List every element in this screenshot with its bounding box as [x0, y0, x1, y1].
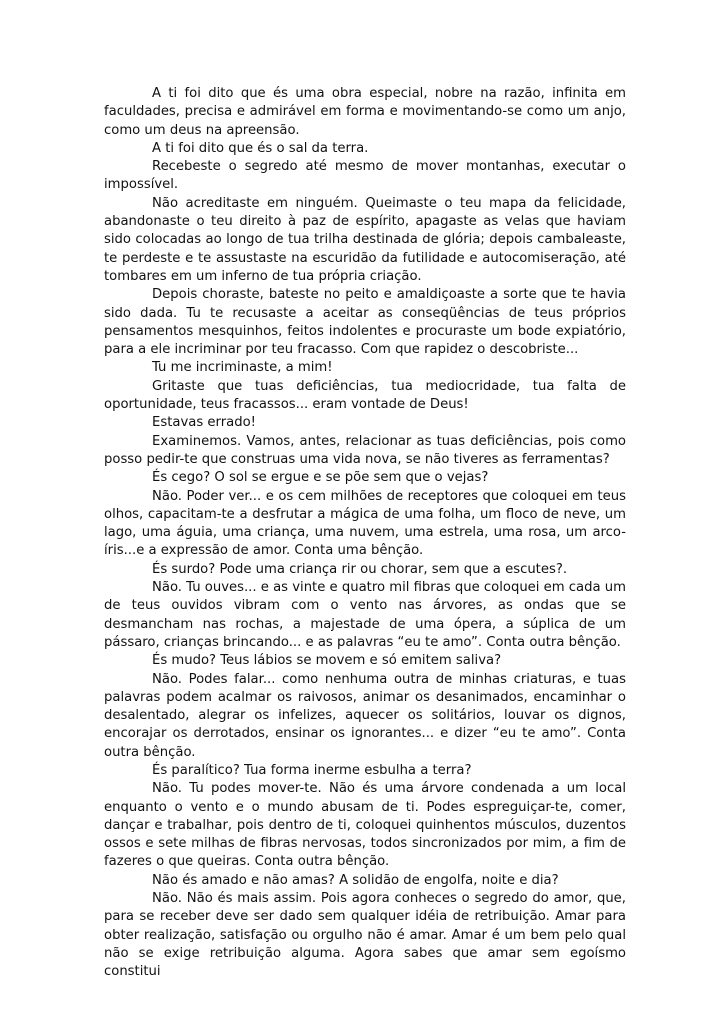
paragraph: Não és amado e não amas? A solidão de engolfa, noite e dia? — [152, 872, 559, 888]
paragraph: Tu me incriminaste, a mim! — [152, 360, 333, 376]
paragraph: A ti foi dito que és o sal da terra. — [152, 140, 369, 156]
paragraph: Não. Podes falar... como nenhuma outra de minhas criaturas, e tuas palavras podem acalmar os raivosos, animar os desanimados, encaminhar o desalentado, alegrar os infelizes, aquecer os solitários, louvar os dignos, encorajar os derrotados, ensinar os ignorantes... e dizer “eu te amo”. Conta outra bênção. — [104, 671, 626, 760]
paragraph: Depois choraste, bateste no peito e amaldiçoaste a sorte que te havia sido dada. Tu te recusaste a aceitar as conseqüências de teus próprios pensamentos mesquinhos, feitos indolentes e procuraste um bode expiatório, para a ele incriminar por teu fracasso. Com que rapidez o descobriste... — [104, 287, 626, 358]
paragraph: Não. Não és mais assim. Pois agora conheces o segredo do amor, que, para se receber deve ser dado sem qualquer idéia de retribuição. Amar para obter realização, satisfação ou orgulho não é amar. Amar é um bem pelo qual não se exige retribuição alguma. Agora sabes que amar sem egoísmo constitui — [104, 891, 626, 980]
paragraph: Não acreditaste em ninguém. Queimaste o teu mapa da felicidade, abandonaste o teu direito à paz de espírito, apagaste as velas que haviam sido colocadas ao longo de tua trilha destinada de glória; depois cambaleaste, te perdeste e te assustaste na escuridão da futilidade e autocomiseração, até tombares em um inferno de tua própria criação. — [104, 195, 626, 284]
paragraph: Não. Tu ouves... e as vinte e quatro mil fibras que coloquei em cada um de teus ouvidos vibram com o vento nas árvores, as ondas que se desmancham nas rochas, a majestade de uma ópera, a súplica de um pássaro, crianças brincando... e as palavras “eu te amo”. Conta outra bênção. — [104, 580, 626, 650]
paragraph: Examinemos. Vamos, antes, relacionar as tuas deficiências, pois como posso pedir-te que construas uma vida nova, se não tiveres as ferramentas? — [104, 433, 626, 467]
paragraph: Recebeste o segredo até mesmo de mover montanhas, executar o impossível. — [104, 159, 626, 193]
paragraph: Não. Poder ver... e os cem milhões de receptores que coloquei em teus olhos, capacitam-te a desfrutar a mágica de uma folha, um floco de neve, um lago, uma águia, uma criança, uma nuvem, uma estrela, uma rosa, um arco-íris...e a expressão de amor. Conta uma bênção. — [104, 488, 626, 559]
paragraph: Não. Tu podes mover-te. Não és uma árvore condenada a um local enquanto o vento e o mundo abusam de ti. Podes espreguiçar-te, comer, dançar e trabalhar, pois dentro de ti, coloquei quinhentos músculos, duzentos ossos e sete milhas de fibras nervosas, todos sincronizados por mim, a fim de fazeres o que queiras. Conta outra bênção. — [104, 781, 626, 870]
paragraph: A ti foi dito que és uma obra especial, nobre na razão, infinita em faculdades, precisa e admirável em forma e movimentando-se como um anjo, como um deus na apreensão. — [104, 86, 626, 138]
paragraph: Estavas errado! — [152, 415, 256, 431]
paragraph: És cego? O sol se ergue e se põe sem que o vejas? — [152, 470, 489, 486]
paragraph: És surdo? Pode uma criança rir ou chorar, sem que a escutes?. — [152, 561, 568, 577]
paragraph: És paralítico? Tua forma inerme esbulha a terra? — [152, 762, 472, 778]
paragraph: És mudo? Teus lábios se movem e só emitem saliva? — [152, 653, 502, 669]
document-page — [104, 85, 626, 982]
paragraph: Gritaste que tuas deficiências, tua mediocridade, tua falta de oportunidade, teus fracassos... eram vontade de Deus! — [104, 378, 626, 413]
